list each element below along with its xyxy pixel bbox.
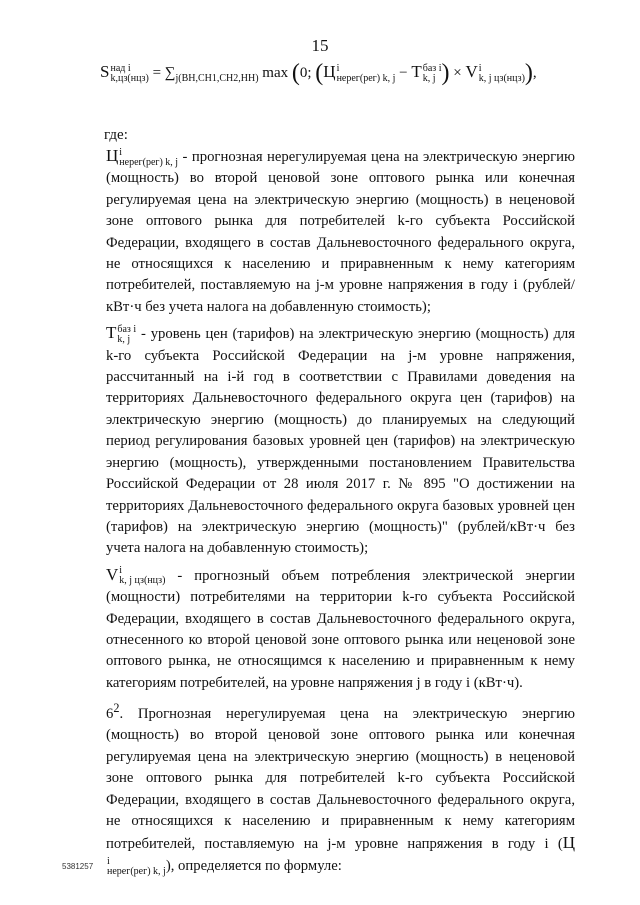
volume-symbol: V	[106, 564, 119, 584]
formula-max: max	[262, 65, 289, 81]
definition-volume-first: - прогнозный объем потребления электрической энергии	[165, 567, 575, 584]
definition-volume	[62, 564, 575, 694]
formula-v-sub: k, j цз(нцз)	[478, 72, 525, 84]
item-6-2: $6^2$. Прогнозная нерегулируемая цена на электрическую энергию (мощность) во второй ценовой зоне оптового рынка или конечная регулируемая цена на электрическую энергию (мощность) в неценовой зоне оптового рынка для потребителей k-го субъекта Российской Федерации, входящего в состав Дальневосточного федерального округа, не относящихся к населению и приравненным к нему категориям потребителей, поставляемую на j-м уровне напряжения в году i (Ц i нерег(рег) k, j ), определяется по формуле:	[106, 701, 575, 877]
definition-base-tariff	[62, 322, 575, 559]
formula-t-sub: k, j	[422, 72, 436, 84]
definition-price	[62, 145, 575, 318]
price-symbol: Ц	[106, 146, 119, 165]
item-tail-sup: i	[107, 855, 110, 867]
page-number: 15	[311, 36, 329, 55]
formula-lhs-sub: k,цз(нцз)	[110, 72, 149, 84]
definition-price-text: энергию (мощность) во второй ценовой зоне оптового рынка или конечная регулируемая цена на электрическую энергию (мощность) в неценовой зоне оптового рынка для потребителей k-го субъекта Российской Федерации, входящего в состав Дальневосточного федерального округа, не относящихся к населению и приравненным к нему категориям потребителей, поставляемую на j-м уровне напряжения в году i (рублей/кВт·ч без учета налога на добавленную стоимость);	[106, 149, 575, 315]
formula-v-sym: V	[465, 62, 478, 81]
volume-symbol-sup: i	[119, 565, 123, 577]
formula-c-sym: Ц	[323, 62, 336, 81]
formula-c-sub: нерег(рег) k, j	[336, 72, 396, 84]
formula-c-sup: i	[336, 62, 340, 74]
item-number: 6	[106, 706, 114, 723]
price-symbol-sup: i	[119, 146, 123, 158]
item-tail-symbol: Ц	[562, 833, 575, 853]
formula-sum-sub: j(ВН,СН1,СН2,НН)	[175, 73, 259, 84]
price-symbol-sub: нерег(рег) k, j	[119, 156, 179, 168]
document-id: 5381257	[62, 862, 94, 871]
item-text: . Прогнозная нерегулируемая цена на электрическую энергию (мощность) во второй ценовой зоне оптового рынка или конечная регулируемая цена на электрическую энергию (мощность) в неценовой зоне оптового рынка для потребителей k-го субъекта Российской Федерации, входящего в состав Дальневосточного федерального округа, не относящихся к населению и приравненным к нему категориям потребителей, поставляемую на j-м уровне напряжения в году i	[106, 706, 575, 853]
formula-lhs-sup: над i	[110, 62, 131, 74]
definition-tariff-first: - уровень цен (тарифов) на электрическую энергию (мощность)	[136, 326, 549, 343]
tariff-symbol-sup: баз i	[117, 323, 137, 335]
definitions	[62, 145, 575, 877]
formula-lhs: S	[100, 62, 110, 81]
where-label: где:	[104, 127, 128, 143]
definition-price-first: - прогнозная нерегулируемая цена на электрическую	[178, 149, 518, 165]
formula: S над i k,цз(нцз) = $\sum_{j(ВН,СН1,СН2,НН)}$ max (0; (Ц i нерег(рег) k, j − Т баз i k, j ) × V i k, j цз(нцз) ),	[100, 60, 537, 86]
definition-tariff-text: для k-го субъекта Российской Федерации на j-м уровне напряжения, рассчитанный на i-й год в соответствии с Правилами доведения на территориях Дальневосточного федерального округа цен (тарифов) на электрическую энергию (мощность) до планируемых на следующий период регулирования базовых уровней цен (тарифов) на электрическую энергию (мощность), утвержденными постановлением Правительства Российской Федерации от 28 июля 2017 г. № 895 "О достижении на территориях Дальневосточного федерального округа базовых уровней цен (тарифов) на электрическую энергию (мощность)" (рублей/кВт·ч без учета налога на добавленную стоимость);	[106, 326, 575, 557]
item-tail: ), определяется по формуле:	[165, 857, 342, 874]
formula-t-sym: Т	[411, 62, 422, 81]
item-tail-sub: нерег(рег) k, j	[107, 865, 166, 877]
formula-v-sup: i	[478, 62, 482, 74]
formula-zero: 0;	[299, 65, 312, 81]
item-number-sup: 2	[113, 701, 120, 716]
definition-volume-text: (мощности) потребителями на территории k-го субъекта Российской Федерации, входящего в состав Дальневосточного федерального округа, отнесенного ко второй ценовой зоне оптового рынка или неценовой зоне оптового рынка, не относящимся к населению и приравненным к нему категориям потребителей, на уровне напряжения j в году i (кВт·ч).	[106, 589, 575, 691]
formula-t-sup: баз i	[422, 62, 442, 74]
tariff-symbol: Т	[106, 323, 117, 343]
tariff-symbol-sub: k, j	[117, 333, 131, 345]
volume-symbol-sub: k, j цз(нцз)	[119, 575, 166, 587]
